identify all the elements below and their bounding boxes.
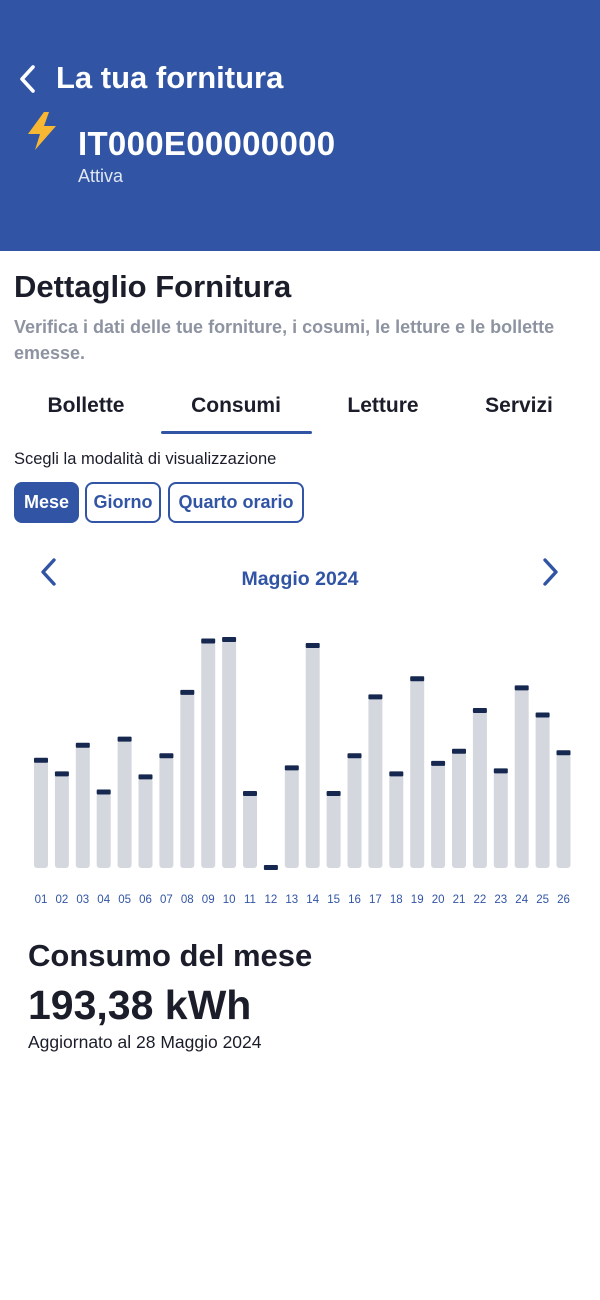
chart-bar-cap-07 xyxy=(159,753,173,758)
chart-bar-21[interactable] xyxy=(452,752,466,868)
chart-bar-03[interactable] xyxy=(76,746,90,868)
chart-tick-label-25: 25 xyxy=(536,894,549,906)
mode-quarto-orario-button[interactable]: Quarto orario xyxy=(168,482,304,523)
chart-tick-label-19: 19 xyxy=(410,894,424,906)
chart-bar-cap-16 xyxy=(348,753,362,758)
last-updated-text: Aggiornato al 28 Maggio 2024 xyxy=(28,1032,262,1052)
chart-tick-label-10: 10 xyxy=(222,894,236,906)
chart-bar-01[interactable] xyxy=(34,761,48,868)
chart-tick-label-09: 09 xyxy=(201,894,215,906)
chart-bar-06[interactable] xyxy=(139,777,153,868)
chart-tick-label-22: 22 xyxy=(473,894,487,906)
chart-bar-13[interactable] xyxy=(285,768,299,868)
chart-bar-04[interactable] xyxy=(97,793,111,868)
chart-tick-label-26: 26 xyxy=(557,894,570,906)
chart-bar-cap-14 xyxy=(306,643,320,648)
chart-bar-20[interactable] xyxy=(431,764,445,868)
chart-tick-label-07: 07 xyxy=(160,894,173,906)
tab-bar xyxy=(0,380,600,436)
chart-bar-07[interactable] xyxy=(159,756,173,868)
chart-bar-cap-24 xyxy=(515,685,529,690)
chart-bar-cap-17 xyxy=(368,694,382,699)
chart-tick-label-24: 24 xyxy=(515,894,529,906)
chart-tick-label-03: 03 xyxy=(76,894,90,906)
supply-status: Attiva xyxy=(78,166,124,186)
chart-tick-label-12: 12 xyxy=(264,894,278,906)
monthly-consumption-value: 193,38 kWh xyxy=(28,982,252,1028)
chart-bar-cap-06 xyxy=(139,774,153,779)
chart-tick-label-23: 23 xyxy=(494,894,508,906)
next-month-button[interactable] xyxy=(533,554,567,590)
chart-tick-label-13: 13 xyxy=(285,894,299,906)
back-button[interactable] xyxy=(12,60,44,98)
chart-bar-16[interactable] xyxy=(348,756,362,868)
chart-bar-cap-02 xyxy=(55,771,69,776)
previous-month-button[interactable] xyxy=(32,554,66,590)
chart-bar-25[interactable] xyxy=(536,715,550,868)
tab-letture[interactable]: Letture xyxy=(347,394,419,417)
chart-tick-label-21: 21 xyxy=(452,894,466,906)
chart-bar-23[interactable] xyxy=(494,771,508,868)
chart-tick-label-11: 11 xyxy=(244,894,256,906)
chart-bar-cap-05 xyxy=(118,737,132,742)
chevron-left-icon xyxy=(18,64,38,94)
chart-tick-label-05: 05 xyxy=(118,894,131,906)
chart-bar-08[interactable] xyxy=(180,693,194,868)
pod-code: IT000E00000000 xyxy=(78,125,336,162)
chart-tick-label-08: 08 xyxy=(180,894,194,906)
chart-bar-cap-09 xyxy=(201,639,215,644)
chevron-left-icon xyxy=(39,557,59,587)
consumption-chart xyxy=(0,600,600,920)
chart-bar-cap-01 xyxy=(34,758,48,763)
active-tab-indicator xyxy=(161,431,312,434)
chart-bar-cap-20 xyxy=(431,761,445,766)
mode-mese-button[interactable]: Mese xyxy=(14,482,79,523)
chart-bar-24[interactable] xyxy=(515,688,529,868)
chart-bar-cap-11 xyxy=(243,791,257,796)
chart-bar-cap-18 xyxy=(389,771,403,776)
chart-bar-02[interactable] xyxy=(55,774,69,868)
header-bar xyxy=(0,0,600,251)
mode-giorno-button[interactable]: Giorno xyxy=(85,482,161,523)
chart-bar-cap-19 xyxy=(410,676,424,681)
chart-bar-cap-13 xyxy=(285,765,299,770)
chart-tick-label-04: 04 xyxy=(97,894,111,906)
chart-tick-label-01: 01 xyxy=(34,894,48,906)
section-subtitle: Verifica i dati delle tue forniture, i cosumi, le letture e le bollette emesse. xyxy=(14,317,555,363)
chart-bar-cap-26 xyxy=(557,750,571,755)
chart-bar-10[interactable] xyxy=(222,640,236,868)
chart-tick-label-06: 06 xyxy=(139,894,152,906)
chart-bar-cap-08 xyxy=(180,690,194,695)
view-mode-label: Scegli la modalità di visualizzazione xyxy=(14,450,277,468)
chart-bar-18[interactable] xyxy=(389,774,403,868)
page-title: La tua fornitura xyxy=(56,60,284,95)
chart-tick-label-18: 18 xyxy=(389,894,403,906)
chart-bar-19[interactable] xyxy=(410,679,424,868)
tab-consumi[interactable]: Consumi xyxy=(191,394,281,417)
chart-bar-cap-04 xyxy=(97,790,111,795)
section-title: Dettaglio Fornitura xyxy=(14,269,292,304)
chart-tick-label-16: 16 xyxy=(348,894,361,906)
tab-bollette[interactable]: Bollette xyxy=(47,394,125,417)
chart-bar-cap-10 xyxy=(222,637,236,642)
chart-bar-cap-12 xyxy=(264,865,278,870)
chart-tick-label-15: 15 xyxy=(327,894,340,906)
chart-bar-05[interactable] xyxy=(118,740,132,868)
chart-bar-cap-23 xyxy=(494,768,508,773)
month-label: Maggio 2024 xyxy=(241,568,359,590)
chart-tick-label-14: 14 xyxy=(306,894,320,906)
chart-bar-26[interactable] xyxy=(557,753,571,868)
tab-servizi[interactable]: Servizi xyxy=(485,394,553,417)
chart-bar-22[interactable] xyxy=(473,711,487,868)
chart-bar-cap-03 xyxy=(76,743,90,748)
chart-bar-09[interactable] xyxy=(201,642,215,868)
chart-tick-label-17: 17 xyxy=(369,894,382,906)
chart-bar-cap-21 xyxy=(452,749,466,754)
monthly-consumption-title: Consumo del mese xyxy=(28,938,313,973)
chart-bar-11[interactable] xyxy=(243,794,257,868)
chart-bar-cap-22 xyxy=(473,708,487,713)
chart-bar-cap-15 xyxy=(327,791,341,796)
chart-bar-17[interactable] xyxy=(368,697,382,868)
chart-bar-15[interactable] xyxy=(327,794,341,868)
chart-bar-cap-25 xyxy=(536,712,550,717)
chart-bar-14[interactable] xyxy=(306,646,320,868)
chevron-right-icon xyxy=(540,557,560,587)
chart-tick-label-02: 02 xyxy=(55,894,69,906)
lightning-bolt-icon xyxy=(22,110,62,152)
chart-tick-label-20: 20 xyxy=(431,894,445,906)
